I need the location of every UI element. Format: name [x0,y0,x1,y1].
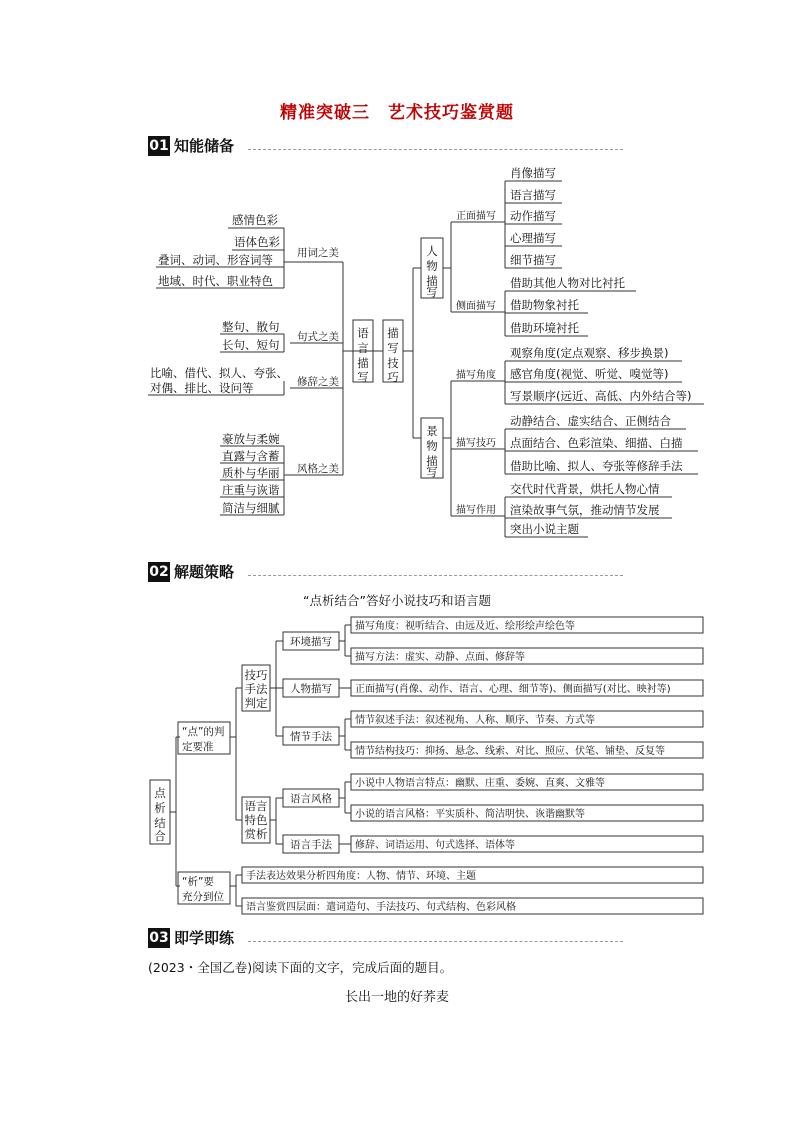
section-label: 即学即练 [174,929,235,947]
svg-text:描写作用: 描写作用 [456,505,496,516]
svg-text:渲染故事气氛，推动情节发展: 渲染故事气氛，推动情节发展 [510,503,660,517]
svg-text:赏析: 赏析 [244,827,268,841]
svg-text:写: 写 [387,341,399,355]
svg-text:对偶、排比、设问等: 对偶、排比、设问等 [150,381,254,395]
svg-text:地域、时代、职业特色: 地域、时代、职业特色 [158,274,273,288]
svg-text:正面描写: 正面描写 [456,211,496,222]
svg-text:肖像描写: 肖像描写 [510,166,556,180]
svg-text:描写角度：视听结合、由远及近、绘形绘声绘色等: 描写角度：视听结合、由远及近、绘形绘声绘色等 [355,621,575,632]
svg-text:语言风格: 语言风格 [290,793,332,805]
group-word-beauty: 用词之美 [297,247,339,259]
svg-text:定要准: 定要准 [182,741,214,753]
svg-text:比喻、借代、拟人、夸张、: 比喻、借代、拟人、夸张、 [150,366,288,380]
svg-text:描写技巧: 描写技巧 [456,438,496,449]
svg-text:判定: 判定 [244,696,268,710]
svg-text:细节描写: 细节描写 [510,253,556,267]
svg-text:写: 写 [357,370,369,384]
svg-text:语言: 语言 [244,799,268,813]
svg-text:修辞、词语运用、句式选择、语体等: 修辞、词语运用、句式选择、语体等 [355,840,515,851]
svg-text:言: 言 [357,341,369,355]
svg-text:写: 写 [426,285,438,299]
svg-text:观察角度(定点观察、移步换景): 观察角度(定点观察、移步换景) [510,346,669,360]
svg-text:简洁与细腻: 简洁与细腻 [222,501,280,515]
svg-text:“析”要: “析”要 [182,876,214,888]
svg-text:借助环境衬托: 借助环境衬托 [510,321,579,335]
svg-text:小说的语言风格：平实质朴、简洁明快、诙谐幽默等: 小说的语言风格：平实质朴、简洁明快、诙谐幽默等 [355,809,585,820]
svg-text:情节叙述手法：叙述视角、人称、顺序、节奏、方式等: 情节叙述手法：叙述视角、人称、顺序、节奏、方式等 [355,715,595,726]
character-description-label: 人 [426,244,438,258]
svg-text:质朴与华丽: 质朴与华丽 [222,466,280,480]
svg-text:侧面描写: 侧面描写 [456,301,496,312]
svg-text:情节结构技巧：抑扬、悬念、线索、对比、照应、伏笔、铺垫、反复: 情节结构技巧：抑扬、悬念、线索、对比、照应、伏笔、铺垫、反复等 [355,746,665,757]
language-description-label: 语 [357,326,369,340]
svg-text:写景顺序(远近、高低、内外结合等): 写景顺序(远近、高低、内外结合等) [510,389,692,403]
svg-text:叠词、动词、形容词等: 叠词、动词、形容词等 [158,253,273,267]
section-label: 知能储备 [174,137,235,155]
svg-text:充分到位: 充分到位 [182,891,224,903]
svg-text:感情色彩: 感情色彩 [232,213,278,227]
root-label-1: 描 [387,326,399,340]
svg-text:“点”的判: “点”的判 [182,726,225,738]
group-rhetoric-beauty: 修辞之美 [297,376,339,388]
svg-text:整句、散句: 整句、散句 [222,320,280,334]
svg-text:情节手法: 情节手法 [290,731,332,743]
svg-text:动静结合、虚实结合、正侧结合: 动静结合、虚实结合、正侧结合 [510,414,671,428]
svg-text:描: 描 [426,274,438,288]
svg-text:豪放与柔婉: 豪放与柔婉 [222,432,280,446]
section-number: 03 [149,930,169,946]
svg-text:突出小说主题: 突出小说主题 [510,522,579,536]
svg-text:手法: 手法 [244,682,268,696]
svg-text:结: 结 [154,816,166,830]
svg-text:感官角度(视觉、听觉、嗅觉等): 感官角度(视觉、听觉、嗅觉等) [510,367,669,381]
svg-text:析: 析 [154,801,166,815]
practice-intro: (2023・全国乙卷)阅读下面的文字，完成后面的题目。 [148,960,453,975]
svg-text:语言描写: 语言描写 [510,188,556,202]
svg-text:借助比喻、拟人、夸张等修辞手法: 借助比喻、拟人、夸张等修辞手法 [510,459,683,473]
svg-text:描写角度: 描写角度 [456,370,496,381]
svg-text:手法表达效果分析四角度：人物、情节、环境、主题: 手法表达效果分析四角度：人物、情节、环境、主题 [246,871,476,882]
group-style-beauty: 风格之美 [297,463,339,475]
svg-text:技: 技 [387,356,399,370]
svg-text:点面结合、色彩渲染、细描、白描: 点面结合、色彩渲染、细描、白描 [510,436,683,450]
svg-text:巧: 巧 [387,370,399,384]
svg-text:语言手法: 语言手法 [290,839,332,851]
svg-text:描写方法：虚实、动静、点面、修辞等: 描写方法：虚实、动静、点面、修辞等 [355,652,525,663]
section-number: 02 [149,564,169,580]
svg-text:点: 点 [154,786,166,800]
svg-text:正面描写(肖像、动作、语言、心理、细节等)、侧面描写(对比、: 正面描写(肖像、动作、语言、心理、细节等)、侧面描写(对比、映衬等) [355,684,671,695]
svg-text:心理描写: 心理描写 [510,231,556,245]
strategy-caption: “点析结合”答好小说技巧和语言题 [303,593,491,608]
group-sentence-beauty: 句式之美 [297,331,339,343]
section-label: 解题策略 [174,563,235,581]
svg-text:写: 写 [426,465,438,479]
svg-text:语言鉴赏四层面：遣词造句、手法技巧、句式结构、色彩风格: 语言鉴赏四层面：遣词造句、手法技巧、句式结构、色彩风格 [246,902,516,913]
svg-text:人物描写: 人物描写 [290,683,332,695]
svg-text:借助其他人物对比衬托: 借助其他人物对比衬托 [510,276,625,290]
svg-text:物: 物 [426,259,438,273]
svg-text:动作描写: 动作描写 [510,209,556,223]
svg-text:技巧: 技巧 [244,668,268,682]
svg-text:描: 描 [426,454,438,468]
svg-text:环境描写: 环境描写 [290,636,332,648]
svg-text:描: 描 [357,356,369,370]
story-title: 长出一地的好荞麦 [344,990,449,1005]
svg-text:物: 物 [426,439,438,453]
svg-text:庄重与诙谐: 庄重与诙谐 [222,483,280,497]
svg-text:交代时代背景，烘托人物心情: 交代时代背景，烘托人物心情 [510,482,660,496]
section-number: 01 [149,138,169,154]
svg-text:合: 合 [154,829,166,843]
scenery-description-label: 景 [426,424,438,438]
svg-text:语体色彩: 语体色彩 [234,235,280,249]
svg-text:借助物象衬托: 借助物象衬托 [510,298,579,312]
svg-text:小说中人物语言特点：幽默、庄重、委婉、直爽、文雅等: 小说中人物语言特点：幽默、庄重、委婉、直爽、文雅等 [355,778,605,789]
svg-text:直露与含蓄: 直露与含蓄 [222,449,280,463]
svg-text:特色: 特色 [244,813,268,827]
page-title: 精准突破三 艺术技巧鉴赏题 [280,103,514,123]
svg-text:长句、短句: 长句、短句 [222,338,280,352]
